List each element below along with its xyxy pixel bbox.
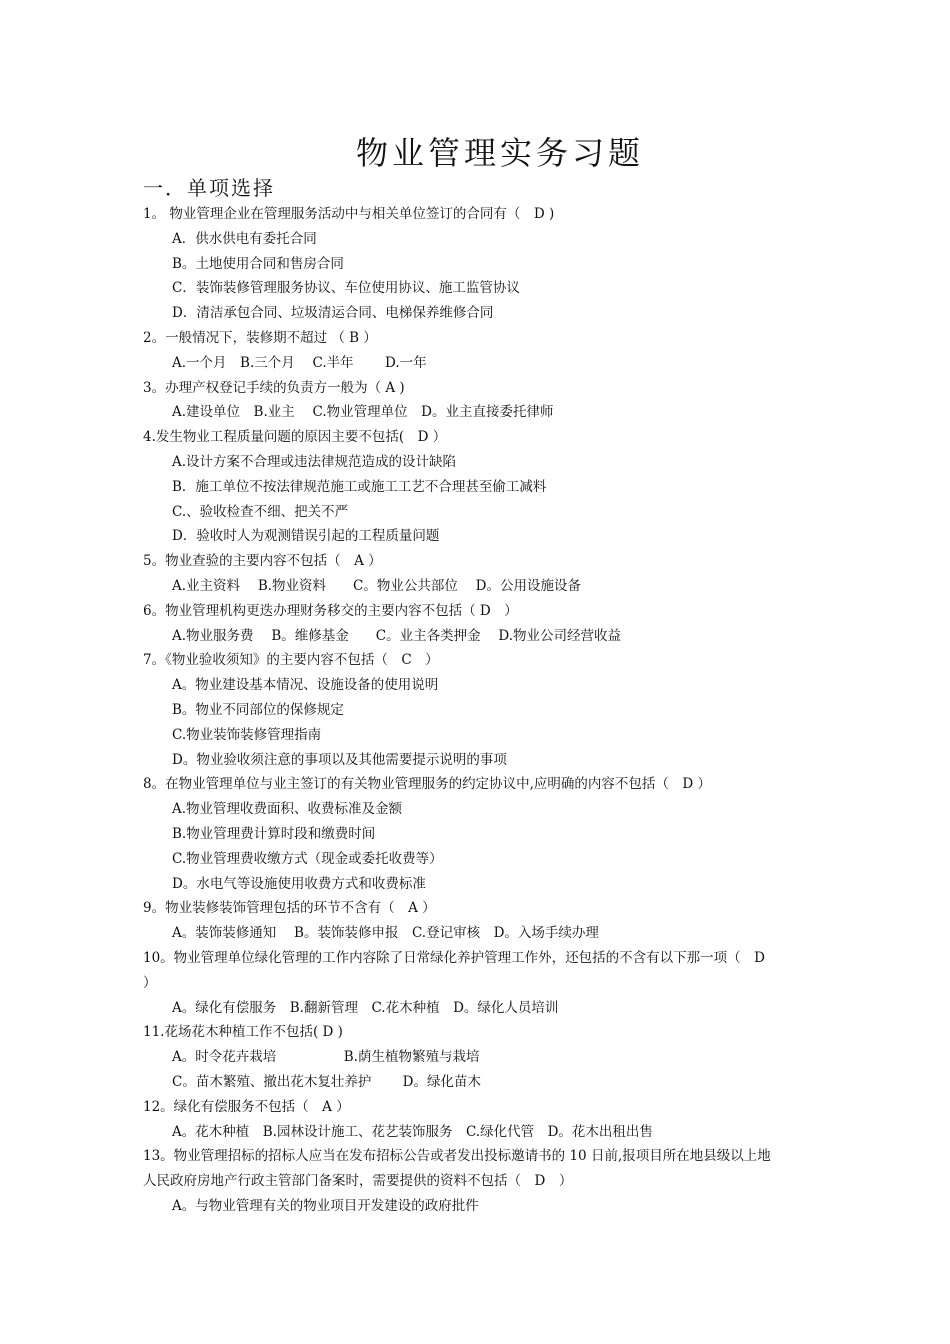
- question-line: 人民政府房地产行政主管部门备案时，需要提供的资料不包括（ D ）: [143, 1173, 573, 1190]
- option-line: C.、验收检查不细、把关不严: [172, 503, 349, 520]
- option-line: A.物业服务费 B。维修基金 C。业主各类押金 D.物业公司经营收益: [172, 627, 622, 644]
- option-line: D．验收时人为观测错误引起的工程质量问题: [172, 528, 440, 545]
- option-line: D。水电气等设施使用收费方式和收费标准: [172, 875, 426, 892]
- option-line: A.建设单位 B.业主 C.物业管理单位 D。业主直接委托律师: [172, 404, 554, 421]
- section-heading: 一．单项选择: [143, 176, 275, 200]
- option-line: D。物业验收须注意的事项以及其他需要提示说明的事项: [172, 751, 507, 768]
- option-line: B.物业管理费计算时段和缴费时间: [172, 826, 376, 842]
- question-line: 10。物业管理单位绿化管理的工作内容除了日常绿化养护管理工作外，还包括的不含有以下那一项（ D: [143, 950, 766, 966]
- question-line: 13。物业管理招标的招标人应当在发布招标公告或者发出投标邀请书的 10 日前,报项目所在地县级以上地: [143, 1148, 771, 1165]
- question-line: 6。物业管理机构更迭办理财务移交的主要内容不包括（ D ）: [143, 602, 518, 619]
- question-line: 3。办理产权登记手续的负责方一般为（ A ): [143, 379, 405, 396]
- question-line: 2。一般情况下，装修期不超过 （ B ）: [143, 330, 377, 346]
- option-line: A。与物业管理有关的物业项目开发建设的政府批件: [172, 1198, 479, 1214]
- document-title: 物业管理实务习题: [355, 134, 644, 172]
- option-line: C．装饰装修管理服务协议、车位使用协议、施工监管协议: [172, 280, 520, 297]
- option-line: A。花木种植 B.园林设计施工、花艺装饰服务 C.绿化代管 D。花木出租出售: [172, 1123, 653, 1140]
- option-line: C.物业装饰装修管理指南: [172, 726, 322, 743]
- option-line: A．供水供电有委托合同: [172, 230, 317, 247]
- question-line: 12。绿化有偿服务不包括（ A ）: [143, 1098, 350, 1115]
- option-line: C.物业管理费收缴方式（现金或委托收费等）: [172, 850, 443, 867]
- option-line: A.业主资料 B.物业资料 C。物业公共部位 D。公用设施设备: [172, 578, 581, 594]
- question-line: 1。 物业管理企业在管理服务活动中与相关单位签订的合同有（ D ): [143, 206, 555, 222]
- option-line: A.设计方案不合理或违法律规范造成的设计缺陷: [172, 454, 457, 470]
- option-line: A。装饰装修通知 B。装饰装修申报 C.登记审核 D。入场手续办理: [172, 925, 599, 942]
- option-line: A.物业管理收费面积、收费标准及金额: [172, 801, 403, 818]
- question-line: 7。《物业验收须知》的主要内容不包括（ C ）: [143, 652, 439, 669]
- question-line: 4.发生物业工程质量问题的原因主要不包括( D ）: [143, 429, 447, 446]
- option-line: A。物业建设基本情况、设施设备的使用说明: [172, 677, 439, 694]
- option-line: C。苗木繁殖、撤出花木复壮养护 D。绿化苗木: [172, 1074, 481, 1090]
- question-line: ）: [143, 974, 157, 991]
- question-line: 11.花场花木种植工作不包括( D ): [143, 1024, 343, 1041]
- option-line: B．施工单位不按法律规范施工或施工工艺不合理甚至偷工减料: [172, 478, 547, 495]
- option-line: D．清洁承包合同、垃圾清运合同、电梯保养维修合同: [172, 305, 494, 322]
- option-line: B。物业不同部位的保修规定: [172, 702, 344, 718]
- option-line: B。土地使用合同和售房合同: [172, 255, 344, 272]
- option-line: A.一个月 B.三个月 C.半年 D.一年: [172, 354, 427, 371]
- question-line: 8。在物业管理单位与业主签订的有关物业管理服务的约定协议中,应明确的内容不包括（ D ）: [143, 776, 711, 793]
- question-line: 9。物业装修装饰管理包括的环节不含有（ A ）: [143, 900, 436, 917]
- option-line: A。时令花卉栽培 B.荫生植物繁殖与栽培: [172, 1049, 480, 1066]
- option-line: A。绿化有偿服务 B.翻新管理 C.花木种植 D。绿化人员培训: [172, 999, 559, 1016]
- question-line: 5。物业查验的主要内容不包括（ A ）: [143, 553, 382, 570]
